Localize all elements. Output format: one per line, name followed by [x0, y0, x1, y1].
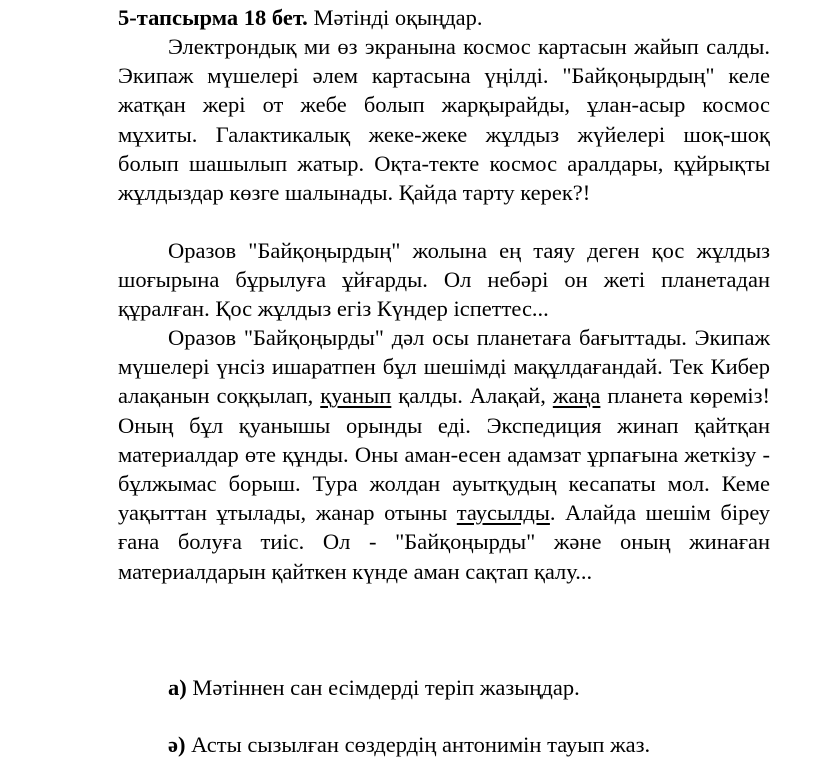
task-label: 5-тапсырма 18 бет.	[118, 5, 308, 30]
paragraph-2: Оразов "Байқоңырдың" жолына ең таяу деген қос жұлдыз шоғырына бұрылуға ұйғарды. Ол небәрі он жеті планетадан құралған. Қос жұлдыз егіз Күндер іспеттес...	[118, 238, 770, 322]
task-b-text: Асты сызылған сөздердің антонимін тауып жаз.	[185, 732, 651, 757]
underlined-word-3: таусылды	[456, 500, 550, 526]
paragraph-3-part-a: Оразов "Байқоңырды" дәл осы планетаға бағыттады. Экипаж мүшелері үнсіз ишаратпен бұл шешімді мақұлдағандай. Тек Кибер алақанын соққылап,	[118, 325, 770, 409]
task-b	[168, 730, 650, 759]
task-a	[168, 673, 580, 702]
paragraph-3-part-d: . Алайда шешім біреу ғана болуға тиіс. Ол - "Байқоңырды" және оның жинаған материалдарын қайткен күнде аман сақтап қалу...	[118, 500, 770, 584]
underlined-word-1: қуанып	[320, 383, 392, 409]
instruction-text: Мәтінді оқыңдар.	[307, 5, 483, 30]
task-a-text: Мәтіннен сан есімдерді теріп жазыңдар.	[186, 675, 580, 700]
paragraph-1: Электрондық ми өз экранына космос картасын жайып салды. Экипаж мүшелері әлем картасына үңілді. "Байқоңырдың" келе жатқан жері от жебе болып жарқырайды, ұлан-асыр космос мұхиты. Галактикалық жеке-жеке жұлдыз жүйелері шоқ-шоқ болып шашылып жатыр. Оқта-текте космос аралдары, құйрықты жұлдыздар көзге шалынады. Қайда тарту керек?!	[118, 34, 770, 206]
task-a-label: а)	[168, 675, 187, 700]
paragraph-3	[118, 323, 770, 586]
exercise-heading	[118, 3, 483, 32]
task-b-label: ә)	[168, 732, 186, 757]
paragraph-3-part-b: қалды. Алақай,	[391, 383, 553, 409]
underlined-word-2: жаңа	[552, 383, 601, 409]
paragraph-3-part-c: планета көреміз! Оның бұл қуанышы орынды еді. Экспедиция жинап қайтқан материалдар өте құнды. Оны аман-есен адамзат ұрпағына жеткізу - бұлжымас борыш. Тура жолдан ауытқудың кесапаты мол. Кеме уақыттан ұтылады, жанар отыны	[118, 383, 770, 526]
